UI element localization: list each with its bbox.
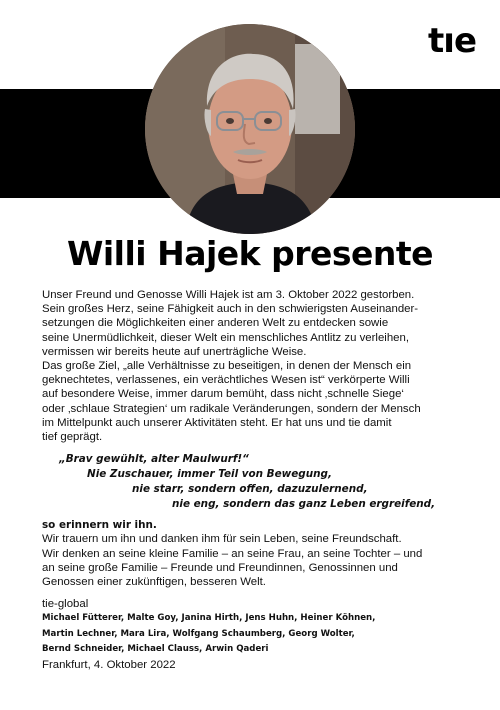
text-line: Sein großes Herz, seine Fähigkeit auch in den schwierigsten Auseinander- — [42, 303, 419, 316]
headline-name: Willi Hajek presente — [66, 234, 434, 273]
text-line: Unser Freund und Genosse Willi Hajek ist am 3. Oktober 2022 gestorben. — [42, 289, 415, 301]
closing-line: so erinnern wir ihn. — [42, 519, 157, 532]
signature-block — [42, 597, 470, 672]
text-line: Das große Ziel, „alle Verhältnisse zu beseitigen, in denen der Mensch ein — [42, 360, 412, 373]
text-line: seine Unermüdlichkeit, dieser Welt ein menschliches Antlitz zu verleihen, — [42, 331, 409, 344]
text-line: tief geprägt. — [42, 431, 103, 444]
place-date: Frankfurt, 4. Oktober 2022 — [42, 658, 176, 671]
tie-logo: tıe — [428, 21, 476, 61]
paragraph-mourning — [42, 532, 470, 589]
portrait-illustration — [145, 24, 355, 234]
text-line: im Mittelpunkt auch unserer Aktivitäten steht. Er hat uns und tie damit — [42, 416, 392, 429]
quote-block — [42, 452, 470, 512]
quote-line: nie eng, sondern das ganz Leben ergreifend, — [172, 498, 436, 511]
text-line: Wir denken an seine kleine Familie – an seine Frau, an seine Tochter – und — [42, 547, 423, 560]
text-line: setzungen die Möglichkeiten einer anderen Welt zu entdecken sowie — [42, 317, 389, 330]
quote-line: „Brav gewühlt, alter Maulwurf!“ — [59, 453, 249, 466]
quote-line: nie starr, sondern offen, dazuzulernend, — [132, 483, 368, 496]
text-line: geknechtetes, verlassenes, ein verächtliches Wesen ist“ verkörperte Willi — [42, 374, 410, 387]
paragraph-intro — [42, 288, 470, 444]
text-line: auf besondere Weise, immer darum bemüht, dass nicht ‚schnelle Siege‘ — [42, 388, 404, 401]
organization-name: tie-global — [42, 598, 89, 611]
signatory-line: Michael Fütterer, Malte Goy, Janina Hirth, Jens Huhn, Heiner Köhnen, — [42, 613, 376, 624]
text-line: an seine große Familie – Freunde und Freundinnen, Genossinnen und — [42, 561, 398, 574]
text-line: oder ‚schlaue Strategien‘ um radikale Veränderungen, sondern der Mensch — [42, 402, 421, 415]
signatory-line: Martin Lechner, Mara Lira, Wolfgang Schaumberg, Georg Wolter, — [42, 628, 355, 639]
quote-line: Nie Zuschauer, immer Teil von Bewegung, — [87, 468, 332, 481]
portrait-photo — [145, 24, 355, 234]
text-line: vermissen wir bereits heute auf unerträgliche Weise. — [42, 345, 307, 358]
signatory-line: Bernd Schneider, Michael Clauss, Arwin Qaderi — [42, 644, 269, 655]
text-line: Genossen einer zukünftigen, besseren Welt. — [42, 576, 266, 589]
obituary-text — [42, 288, 470, 672]
text-line: Wir trauern um ihn und danken ihm für sein Leben, seine Freundschaft. — [42, 533, 402, 546]
